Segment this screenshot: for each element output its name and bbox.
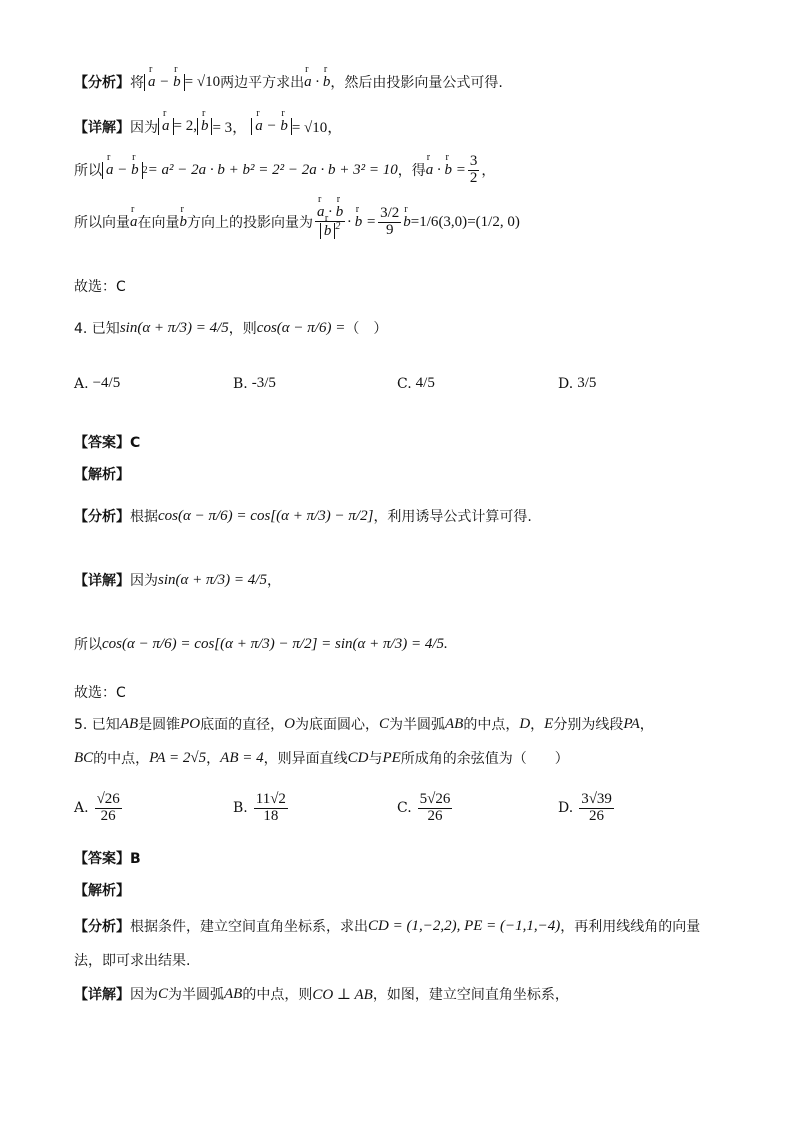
s3-choice: 故选：C (74, 279, 126, 295)
q4-condition: sin(α + π/3) = 4/5 (119, 319, 229, 336)
s3-analysis-line: 【分析】 将 r a − r b = √10 两边平方求出 r a · r b ，然后由投影向量公式可得. (74, 72, 754, 92)
q5-option-a: A. $\frac{√26}{26}$ (74, 791, 120, 824)
q4-ask: cos(α − π/6) = (256, 319, 346, 336)
q4-option-b: B. -3/5 (233, 375, 276, 392)
q5-vectors: CD = (1,−2,2), PE = (−1,1,−4) (368, 917, 561, 934)
s3-square-line: 所以 r a − r b 2 = a² − 2a · b + b² = 2² − 2a · b + 3² = 10 ，得 r a · r b = $\frac{3}{2}$ ， (74, 154, 754, 187)
detail-tag: 【详解】 (74, 119, 130, 136)
analysis-tag: 【分析】 (74, 75, 130, 91)
q5-analysis-line1: 【分析】 根据条件，建立空间直角坐标系，求出 CD = (1,−2,2), PE = (−1,1,−4) ，再利用线线角的向量 (74, 917, 701, 935)
dot-product: r a · r b (304, 74, 330, 91)
q4-option-c: C. 4/5 (397, 375, 435, 392)
q5-answer: 【答案】B (74, 851, 141, 867)
q4-analysis: 【分析】 根据 cos(α − π/6) = cos[(α + π/3) − π/2] ，利用诱导公式计算可得. (74, 507, 532, 525)
q4-answer: 【答案】C (74, 435, 141, 451)
q4-result: 所以 cos(α − π/6) = cos[(α + π/3) − π/2] = sin(α + π/3) = 4/5. (74, 635, 448, 653)
square-expansion: = a² − 2a · b + b² = 2² − 2a · b + 3² = 10 (147, 161, 398, 178)
projection-result: (1/2, 0) (475, 213, 520, 230)
vector-diff-abs: r a − r b (144, 74, 185, 91)
projection-fraction: r a · r b r b $^2$ (315, 205, 345, 240)
s3-projection-line: 所以向量 r a 在向量 r b 方向上的投影向量为 r a · r b r b $^2$ · r b = $\frac{3/2}{9}$ r b = 1/6 (3,0) = (1/2, 0) (74, 205, 754, 240)
q4-result-formula: cos(α − π/6) = cos[(α + π/3) − π/2] = sin(α + π/3) = 4/5. (102, 635, 448, 652)
q4-choice: 故选：C (74, 685, 126, 701)
q5-stem-line1: 5. 已知 AB 是圆锥 PO 底面的直径， O 为底面圆心， C 为半圆弧 AB 的中点， D ， E 分别为线段 PA ， (74, 715, 654, 733)
q5-option-b: B. $\frac{11√2}{18}$ (233, 791, 286, 824)
q4-option-a: A. −4/5 (74, 375, 121, 392)
q4-analysis-formula: cos(α − π/6) = cos[(α + π/3) − π/2] (158, 507, 374, 524)
q5-analysis-line2: 法，即可求出结果. (74, 953, 191, 969)
q5-option-c: C. $\frac{5√26}{26}$ (397, 791, 451, 824)
dot-product-result: $\frac{3}{2}$ (469, 153, 478, 186)
q4-stem: 4. 已知 sin(α + π/3) = 4/5 ，则 cos(α − π/6) = （ ） (74, 319, 388, 337)
q4-detail: 【详解】 因为 sin(α + π/3) = 4/5 ， (74, 571, 281, 589)
q5-stem-line2: BC 的中点， PA = 2√5 ， AB = 4 ，则异面直线 CD 与 PE 所成角的余弦值为（ ） (74, 749, 569, 767)
q4-option-d: D. 3/5 (558, 375, 597, 392)
q5-option-d: D. $\frac{3√39}{26}$ (558, 791, 612, 824)
s3-detail-line: 【详解】 因为 r a = 2, r b = 3， r a − r b = √10， (74, 116, 754, 137)
q4-jiexi: 【解析】 (74, 467, 130, 483)
q5-jiexi: 【解析】 (74, 883, 130, 899)
q5-detail: 【详解】 因为 C 为半圆弧 AB 的中点，则 CO ⊥ AB ，如图，建立空间直角坐标系， (74, 985, 569, 1003)
